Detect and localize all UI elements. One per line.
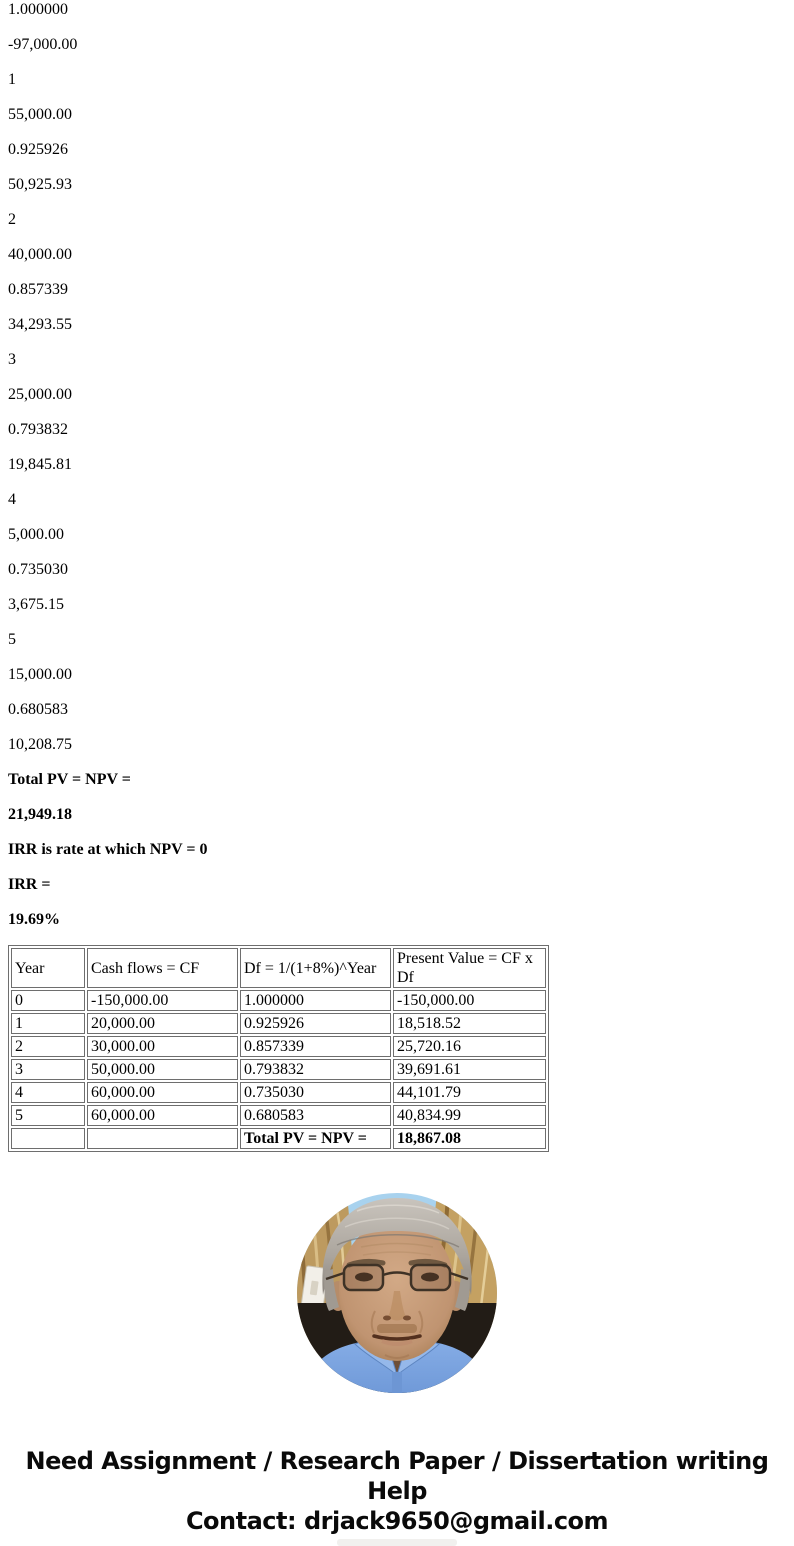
table-row: 3 50,000.00 0.793832 39,691.61 bbox=[11, 1059, 546, 1080]
table-total-row bbox=[11, 1128, 546, 1149]
header-year: Year bbox=[11, 948, 85, 988]
footer-help-text: Need Assignment / Research Paper / Dissertation writing Help bbox=[25, 1447, 769, 1505]
header-present-value: Present Value = CF x Df bbox=[393, 948, 546, 988]
irr-value: 19.69% bbox=[8, 911, 60, 928]
value-line: 19,845.81 bbox=[8, 456, 72, 473]
table-row: 0 -150,000.00 1.000000 -150,000.00 bbox=[11, 990, 546, 1011]
value-line: 4 bbox=[8, 491, 16, 508]
value-line: 15,000.00 bbox=[8, 666, 72, 683]
value-line: 3 bbox=[8, 351, 16, 368]
table-row: 5 60,000.00 0.680583 40,834.99 bbox=[11, 1105, 546, 1126]
table-header-row bbox=[11, 948, 546, 988]
table-row: 4 60,000.00 0.735030 44,101.79 bbox=[11, 1082, 546, 1103]
value-line: 1 bbox=[8, 71, 16, 88]
value-line: 25,000.00 bbox=[8, 386, 72, 403]
value-line: 0.925926 bbox=[8, 141, 68, 158]
value-line: 2 bbox=[8, 211, 16, 228]
value-line: 10,208.75 bbox=[8, 736, 72, 753]
total-pv-value: 21,949.18 bbox=[8, 806, 72, 823]
value-line: 5 bbox=[8, 631, 16, 648]
npv-table bbox=[8, 945, 549, 1152]
table-row: 2 30,000.00 0.857339 25,720.16 bbox=[11, 1036, 546, 1057]
header-cash-flows: Cash flows = CF bbox=[87, 948, 238, 988]
value-line: 55,000.00 bbox=[8, 106, 72, 123]
value-line: 34,293.55 bbox=[8, 316, 72, 333]
value-line: 3,675.15 bbox=[8, 596, 64, 613]
irr-definition: IRR is rate at which NPV = 0 bbox=[8, 841, 208, 858]
presenter-photo bbox=[297, 1193, 497, 1393]
value-line: -97,000.00 bbox=[8, 36, 78, 53]
value-line: 40,000.00 bbox=[8, 246, 72, 263]
table-total-value: 18,867.08 bbox=[393, 1128, 546, 1149]
value-line: 0.680583 bbox=[8, 701, 68, 718]
table-total-label: Total PV = NPV = bbox=[240, 1128, 391, 1149]
value-line: 0.857339 bbox=[8, 281, 68, 298]
total-pv-label: Total PV = NPV = bbox=[8, 771, 131, 788]
value-line: 50,925.93 bbox=[8, 176, 72, 193]
presenter-photo-art bbox=[297, 1193, 497, 1393]
header-discount-factor: Df = 1/(1+8%)^Year bbox=[240, 948, 391, 988]
irr-label: IRR = bbox=[8, 876, 51, 893]
value-line: 1.000000 bbox=[8, 1, 68, 18]
value-line: 0.735030 bbox=[8, 561, 68, 578]
table-row: 1 20,000.00 0.925926 18,518.52 bbox=[11, 1013, 546, 1034]
value-line: 5,000.00 bbox=[8, 526, 64, 543]
value-line: 0.793832 bbox=[8, 421, 68, 438]
footer-contact-email: Contact: drjack9650@gmail.com bbox=[185, 1507, 609, 1535]
footer-smudge bbox=[337, 1539, 457, 1546]
